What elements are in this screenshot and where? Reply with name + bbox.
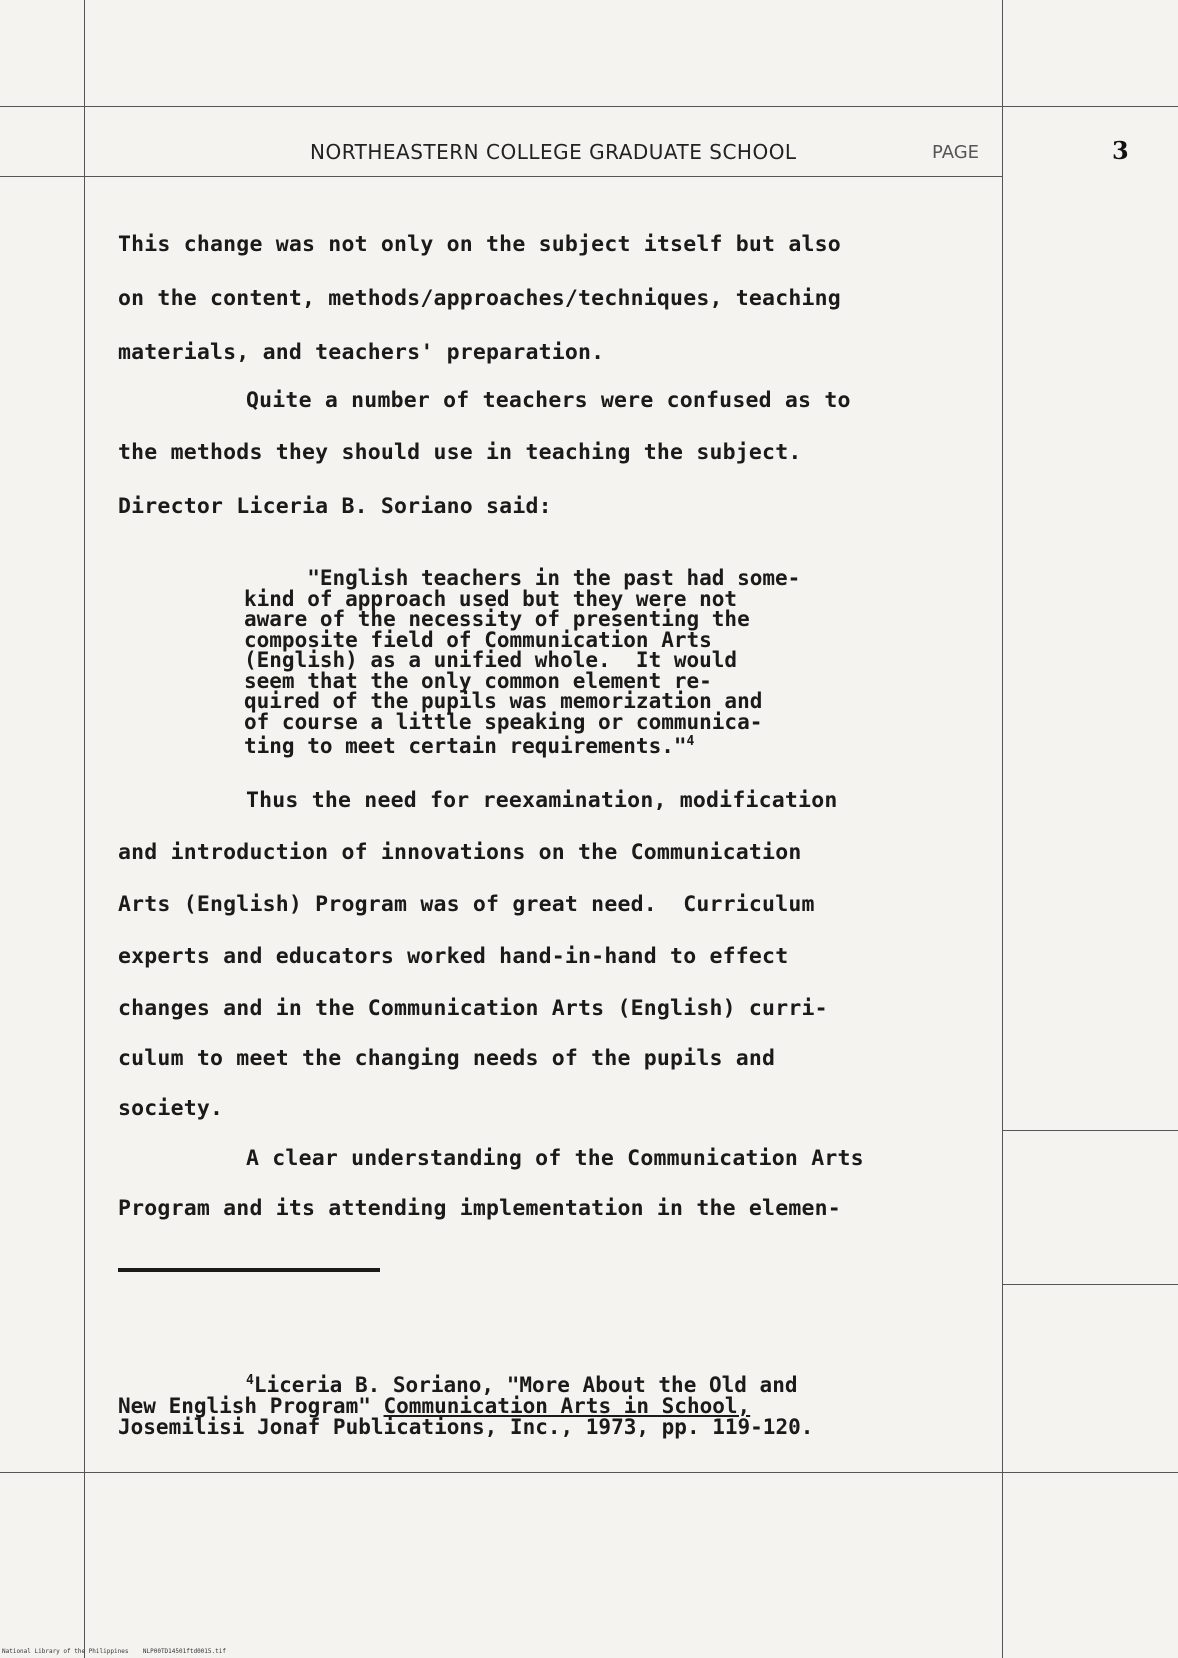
quote-line: composite field of Communication Arts xyxy=(244,627,712,652)
body-line: Thus the need for reexamination, modification xyxy=(246,788,838,813)
header-top-rule xyxy=(0,106,1178,107)
footnote-text: New English Program" xyxy=(118,1394,384,1418)
footnote-line-2 xyxy=(118,1396,813,1417)
body-line: Program and its attending implementation in the elemen- xyxy=(118,1196,841,1221)
body-line: on the content, methods/approaches/techniques, teaching xyxy=(118,286,841,311)
footnote-divider xyxy=(118,1268,380,1272)
quote-line: ting to meet certain requirements." xyxy=(244,734,687,758)
header-bottom-rule xyxy=(0,176,1002,177)
footnote-text: Liceria B. Soriano, "More About the Old and xyxy=(253,1373,798,1397)
body-line: materials, and teachers' preparation. xyxy=(118,340,605,365)
bottom-rule xyxy=(0,1472,1178,1473)
quote-line: quired of the pupils was memorization and xyxy=(244,689,763,713)
body-line: Quite a number of teachers were confused as to xyxy=(246,388,851,413)
archive-caption: National Library of the Philippines NLP00TD14501ftd0015.tif xyxy=(2,1648,226,1655)
footnote-book-title: Communication Arts in School, xyxy=(383,1394,751,1418)
footnote-line-1 xyxy=(118,1370,813,1396)
quote-line: seem that the only common element re- xyxy=(244,668,712,693)
body-line: Director Liceria B. Soriano said: xyxy=(118,494,552,519)
footnote xyxy=(118,1370,813,1438)
quote-line: "English teachers in the past had some- xyxy=(244,566,801,590)
body-line: experts and educators worked hand-in-hand to effect xyxy=(118,944,789,969)
quote-last-line xyxy=(244,732,800,757)
right-tab-rule-2 xyxy=(1002,1284,1178,1285)
body-line: Arts (English) Program was of great need. Curriculum xyxy=(118,892,815,917)
body-line: A clear understanding of the Communication Arts xyxy=(246,1146,864,1171)
page-number: 3 xyxy=(1112,136,1129,165)
body-line: changes and in the Communication Arts (English) curri- xyxy=(118,996,828,1021)
body-line: the methods they should use in teaching the subject. xyxy=(118,440,802,465)
footnote-line-3: Josemilisi Jonaf Publications, Inc., 1973, pp. 119-120. xyxy=(118,1415,814,1439)
right-tab-rule-1 xyxy=(1002,1130,1178,1131)
quote-line: kind of approach used but they were not xyxy=(244,586,738,611)
footnote-number: 4 xyxy=(246,1373,254,1388)
quote-line: (English) as a unified whole. It would xyxy=(244,648,738,672)
left-margin-rule xyxy=(84,0,85,1658)
block-quote xyxy=(244,568,800,757)
footnote-reference: 4 xyxy=(686,734,695,749)
right-margin-rule xyxy=(1002,0,1003,1658)
quote-line: of course a little speaking or communica- xyxy=(244,709,763,734)
body-line: and introduction of innovations on the Communication xyxy=(118,840,802,865)
school-header: NORTHEASTERN COLLEGE GRADUATE SCHOOL xyxy=(310,140,797,164)
page-label: PAGE xyxy=(932,142,980,163)
body-line: culum to meet the changing needs of the pupils and xyxy=(118,1046,776,1071)
quote-line: aware of the necessity of presenting the xyxy=(244,607,750,631)
body-line: society. xyxy=(118,1096,224,1121)
body-line: This change was not only on the subject itself but also xyxy=(118,232,841,257)
